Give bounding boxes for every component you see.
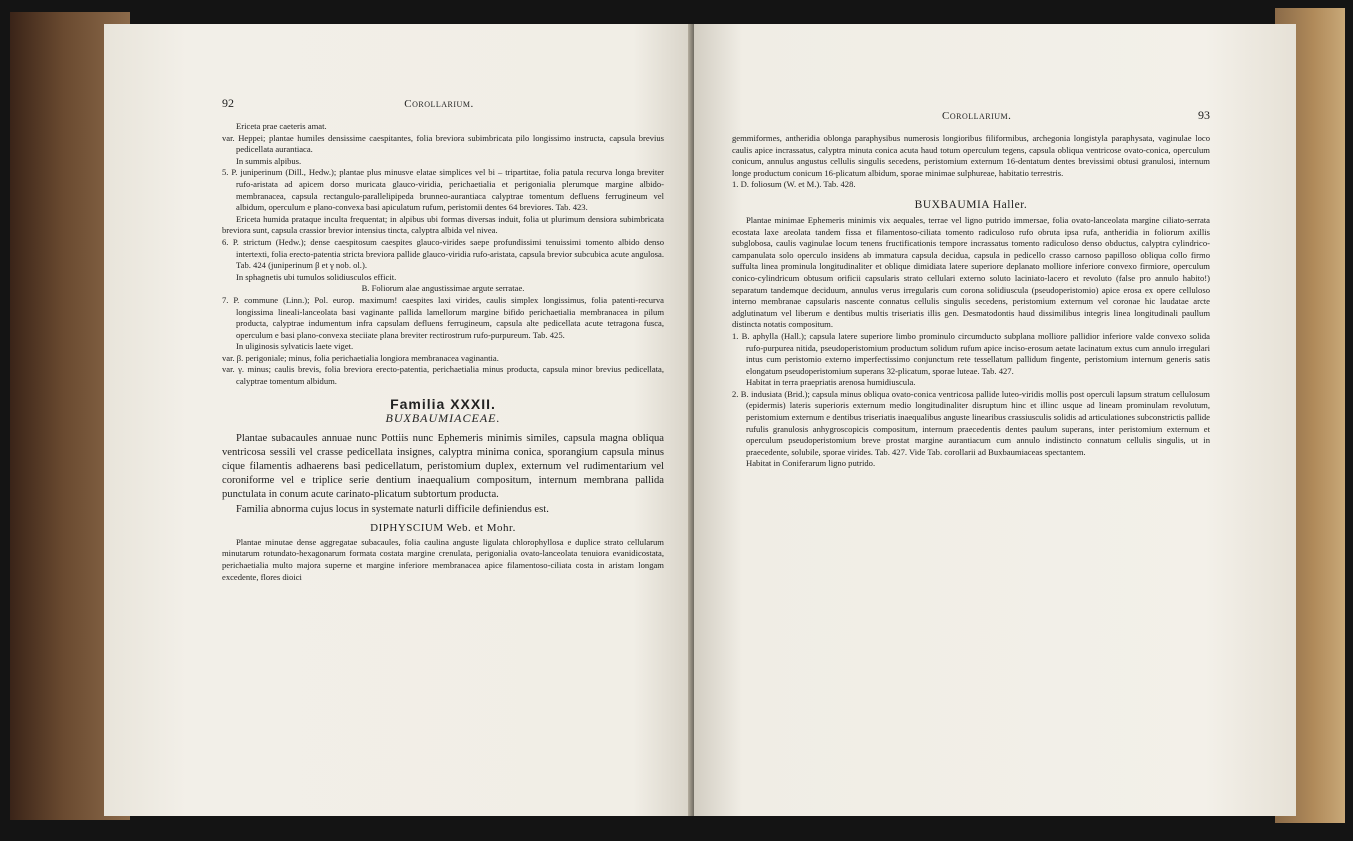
left-page-header [222,96,664,111]
right-page [694,24,1296,816]
paragraph: 5. P. juniperinum (Dill., Hedw.); plantae plus minusve elatae simplices vel bi – tripartitae, folia patula recurva longa breviter rufo-aristata ad apicem dorso muricata glauco-viridia, perichaetialia et perigonialia plerumque margine albido-membranacea, capsula rectangulo-parallelipipeda brunneo-aurantiaca calyptrae tomentum defluens ferrugineum vel albidum, operculum e plano-convexa basi apiculatum rufum, peristomii dentes 64 breviores. Tab. 423. [222,167,664,213]
family-description [222,432,664,517]
buxbaumia-description [732,215,1210,470]
family-subtitle: BUXBAUMIACEAE. [385,410,501,425]
diphyscium-description [222,537,664,583]
right-page-header [732,108,1210,123]
left-running-head: Corollarium. [404,98,474,110]
paragraph: 6. P. strictum (Hedw.); dense caespitosum caespites glauco-virides saepe profundissimi tenuissimi tomento albido denso intertexti, folia erecto-patentia stricta breviora pallide glauco-viridia rufo-aristata, capsula brevior subcubica acute angulosa. Tab. 424 (juniperinum β et γ nob. ol.). [222,236,664,271]
paragraph: B. Foliorum alae angustissimae argute serratae. [361,283,525,294]
paragraph: 7. P. commune (Linn.); Pol. europ. maximum! caespites laxi virides, caulis simplex longissimus, folia patenti-recurva longissima lineali-lanceolata basi vaginante pallida lamellorum margine bifido perichaetialia membranacea in pilum producta, calyptrae indumentum infra capsulam defluens ferrugineum, capsula alte pedicellata acute tetragona fusca, operculum e basi plano-convexa steciiate plana breviter rectirostrum rufo-purpureum. Tab. 425. [222,294,664,340]
paragraph: In uliginosis sylvaticis laete viget. [236,341,354,352]
genus-heading-diphyscium: DIPHYSCIUM Web. et Mohr. [370,521,516,534]
paragraph: var. Heppei; plantae humiles densissime caespitantes, folia breviora subimbricata pilo longissimo instructa, capsula brevius pedicellata aurantiaca. [222,132,664,155]
paragraph: Ericeta humida prataque inculta frequentat; in alpibus ubi formas diversas induit, folia ut plurimum densiora subimbricata breviora sunt, capsula crassior brevior intensius tincta, calyptra albida vel nivea. [222,213,664,236]
paragraph: 2. B. indusiata (Brid.); capsula minus obliqua ovato-conica ventricosa pallide luteo-viridis mollis post operculi lapsum stratum cellulosum (epidermis) lateris superioris externum medio longitudinaliter disruptum hinc et illinc usque ad lineam prominulam revolutum, peristomium externum e dentibus triseriatis inaequalibus anguste linearibus crassiusculis solidis ad articulationes subconstrictis pallide rufulis granulosis anhygroscopicis compositum, internum praecedentis dentes paulum superans, inter peristomium externum et operculum pseudoperistomium breve prostat margine aurantiacum cum annulo indistincto connatum cellulis singulis, ut in praecedente, solubile, sporae virides. Tab. 427. Vide Tab. corollarii ad Buxbaumiaceas spectantem. [732,388,1210,457]
paragraph: Ericeta prae caeteris amat. [236,121,327,131]
paragraph: Plantae subacaules annuae nunc Pottiis nunc Ephemeris minimis similes, capsula magna obliqua ventricosa sessili vel crasse pedicellata insignes, calyptra minima conica, sporangium capsula minus cique filamentis adhaerens basi pedicellatum, peristomium duplex, externum vel rudimentarium vel coroniforme vel e triplice serie dentium inaequalium compositum, internum membrana pallida punctulata in conum acute carinato-plicatum subtortum producta. [222,432,664,501]
diphyscium-continued [732,133,1210,191]
paragraph: Habitat in Coniferarum ligno putrido. [746,458,876,469]
paragraph: Familia abnorma cujus locus in systemate naturli difficile definiendus est. [236,503,549,515]
left-page-number: 92 [222,96,234,110]
paragraph: 1. D. foliosum (W. et M.). Tab. 428. [732,179,856,190]
paragraph: In summis alpibus. [236,155,302,166]
paragraph: Plantae minutae dense aggregatae subacaules, folia caulina anguste ligulata chlorophyllosa e duplice strato cellularum minutarum rotundato-hexagonarum formata costata margine crenulata, perigonialia ovato-lanceolata tenuiora evanidicostata, perichaetialia multo majora superne et margine inferiore membranacea apice filamentoso-ciliata costa in aristam longam excedente, flores dioici [222,536,664,582]
paragraph: In sphagnetis ubi tumulos solidiusculos efficit. [236,271,397,282]
genus-heading-buxbaumia: BUXBAUMIA Haller. [914,198,1028,211]
family-title: Familia XXXII. [390,395,496,412]
paragraph: 1. B. aphylla (Hall.); capsula latere superiore limbo prominulo circumducto subplana molliore pallidior inferiore valde convexo solida rufo-purpurea nitida, pseudoperistomium productum solidum rufum apice inciso-erosum aetate lacinatum extus cum annulo irregulari intus cum peristomio externo imperfectissimo conjunctum rete tessellatum pallidum fingente, peristomium internum generis satis elongatum pseudoperistomium superans 32-plicatum, sporae luteae. Tab. 427. [732,330,1210,376]
paragraph: var. γ. minus; caulis brevis, folia breviora erecto-patentia, perichaetialia minus producta, capsula minor brevius pedicellata, calyptrae tomentum albidum. [222,364,664,387]
paragraph: gemmiformes, antheridia oblonga paraphysibus numerosis longioribus filiformibus, archegonia longistyla paraphysata, vaginulae loco caulis apice incrassatus, calyptra minuta conica acuta haud totum operculum tegens, capsula obliqua ventricose ovato-conica, operculum conicum, annulus angustus cellulis singulis secedens, peristomium externum 16-dentatum dentes brevissimi obtusi granulosi, internum longe productum conicum 16-plicatum albidum, sporae minimae sulphureae, habitatio terrestris. [732,133,1210,178]
right-running-head: Corollarium. [942,110,1012,122]
right-page-number: 93 [1198,108,1210,122]
paragraph: Plantae minimae Ephemeris minimis vix aequales, terrae vel ligno putrido immersae, folia ovato-lanceolata margine ciliato-serrata ecostata laxe areolata tandem fissa et filamentoso-ciliata tomento radiculoso rufo obruta ipsa rufa, antheridia in foliorum axillis subglobosa, caulis vaginulae locum tenens fructificationis tempore incrassatus tomento radiculoso denso obductus, calyptra cylindrico-campanulata solo operculo insidens ab immatura capsula decidua, capsula in pedicello crasso carnoso papilloso obliqua collo firmo suffulta linea prominula longitudinaliter et oblique dimidiata latere superiore deplanato molliore inferiore convexo firmiore, operculum conico-cylindricum obtusum orificii capsularis strato cellulari externo soluto laciniato-lacero et revoluto (false pro annulo habito!) separatum tandemque deciduum, annulus verus irregularis cum corona solidiuscula (pseudoperistomio) apice erosa ex opere celluloso interno membranae capsularis nascente connatus cellulis singulis secedens, peristomium externum vel coronae hic laudatae arcte adglutinatum vel liberum e dentibus multis triseriatis illis gen. Desmatodontis haud dissimilibus integris linea longitudinali paullum distincta notatis compositum. [732,214,1210,330]
left-page [104,24,692,816]
left-species-list [222,121,664,388]
paragraph: Habitat in terra praepriatis arenosa humidiuscula. [746,377,916,388]
paragraph: var. β. perigoniale; minus, folia perichaetialia longiora membranacea vaginantia. [222,352,499,363]
